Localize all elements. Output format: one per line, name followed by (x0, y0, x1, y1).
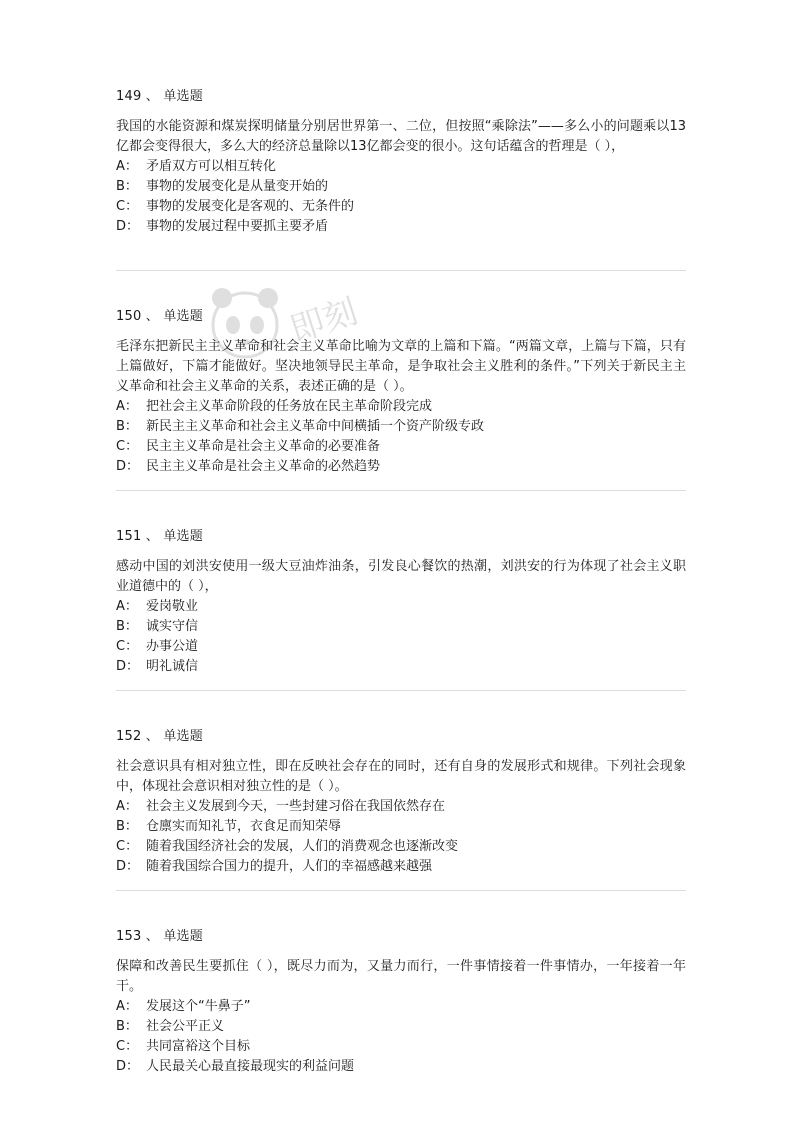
question-separator: 、 (145, 529, 159, 544)
option-a[interactable] (116, 157, 686, 177)
question-stem: 社会意识具有相对独立性，即在反映社会存在的同时，还有自身的发展形式和规律。下列社会现象中，体现社会意识相对独立性的是（ ）。 (116, 759, 686, 794)
question-header (116, 87, 686, 107)
option-letter: D： (116, 459, 140, 474)
question-stem: 保障和改善民生要抓住（ ），既尽力而为，又量力而行，一件事情接着一件事情办，一年接着一年干。 (116, 959, 686, 994)
question-stem: 毛泽东把新民主主义革命和社会主义革命比喻为文章的上篇和下篇。“两篇文章，上篇与下篇，只有上篇做好，下篇才能做好。坚决地领导民主革命，是争取社会主义胜利的条件。”下列关于新民主主义革命和社会主义革命的关系，表述正确的是（ ）。 (116, 339, 686, 394)
option-letter: C： (116, 1039, 139, 1054)
option-text: 随着我国综合国力的提升，人们的幸福感越来越强 (146, 859, 433, 874)
option-b[interactable] (116, 817, 686, 837)
question-separator: 、 (145, 309, 159, 324)
svg-text:即刻: 即刻 (285, 291, 363, 351)
option-d[interactable] (116, 457, 686, 477)
question-number: 152 (116, 729, 142, 744)
option-letter: A： (116, 159, 138, 174)
option-text: 事物的发展变化是客观的、无条件的 (146, 199, 355, 214)
question-type: 单选题 (163, 309, 203, 324)
option-letter: B： (116, 1019, 138, 1034)
option-d[interactable] (116, 857, 686, 877)
option-c[interactable] (116, 197, 686, 217)
option-letter: A： (116, 799, 138, 814)
question-block (116, 927, 686, 1077)
option-letter: D： (116, 859, 140, 874)
option-text: 随着我国经济社会的发展，人们的消费观念也逐渐改变 (146, 839, 459, 854)
question-separator: 、 (145, 89, 159, 104)
option-text: 事物的发展变化是从量变开始的 (146, 179, 329, 194)
option-letter: C： (116, 439, 139, 454)
option-letter: A： (116, 599, 138, 614)
question-separator: 、 (145, 729, 159, 744)
question-type: 单选题 (163, 529, 203, 544)
option-text: 矛盾双方可以相互转化 (146, 159, 277, 174)
option-text: 民主主义革命是社会主义革命的必要准备 (146, 439, 381, 454)
option-text: 共同富裕这个目标 (146, 1039, 251, 1054)
question-header (116, 527, 686, 547)
option-text: 发展这个“牛鼻子” (146, 999, 251, 1014)
question-header (116, 927, 686, 947)
option-b[interactable] (116, 417, 686, 437)
option-text: 仓廪实而知礼节，衣食足而知荣辱 (146, 819, 342, 834)
question-type: 单选题 (163, 929, 203, 944)
option-letter: A： (116, 999, 138, 1014)
option-text: 新民主主义革命和社会主义革命中间横插一个资产阶级专政 (146, 419, 485, 434)
option-text: 事物的发展过程中要抓主要矛盾 (146, 219, 329, 234)
option-text: 社会主义发展到今天，一些封建习俗在我国依然存在 (146, 799, 446, 814)
option-list (116, 397, 686, 477)
question-block (116, 527, 686, 677)
option-list (116, 157, 686, 237)
option-text: 人民最关心最直接最现实的利益问题 (146, 1059, 355, 1074)
option-a[interactable] (116, 397, 686, 417)
option-list (116, 997, 686, 1077)
option-letter: D： (116, 659, 140, 674)
option-c[interactable] (116, 637, 686, 657)
option-d[interactable] (116, 217, 686, 237)
option-letter: B： (116, 619, 138, 634)
question-stem: 感动中国的刘洪安使用一级大豆油炸油条，引发良心餐饮的热潮，刘洪安的行为体现了社会主义职业道德中的（ ）， (116, 559, 686, 594)
option-text: 把社会主义革命阶段的任务放在民主革命阶段完成 (146, 399, 433, 414)
option-list (116, 597, 686, 677)
option-list (116, 797, 686, 877)
question-block (116, 87, 686, 237)
option-letter: D： (116, 1059, 140, 1074)
option-a[interactable] (116, 997, 686, 1017)
option-letter: B： (116, 419, 138, 434)
option-b[interactable] (116, 617, 686, 637)
option-letter: B： (116, 819, 138, 834)
question-header (116, 307, 686, 327)
question-type: 单选题 (163, 89, 203, 104)
option-b[interactable] (116, 1017, 686, 1037)
question-separator: 、 (145, 929, 159, 944)
question-divider (116, 490, 686, 491)
option-b[interactable] (116, 177, 686, 197)
question-divider (116, 270, 686, 271)
option-c[interactable] (116, 437, 686, 457)
question-block (116, 307, 686, 477)
option-text: 社会公平正义 (146, 1019, 225, 1034)
option-c[interactable] (116, 1037, 686, 1057)
option-d[interactable] (116, 657, 686, 677)
question-number: 153 (116, 929, 142, 944)
option-a[interactable] (116, 597, 686, 617)
option-text: 诚实守信 (146, 619, 199, 634)
question-header (116, 727, 686, 747)
question-type: 单选题 (163, 729, 203, 744)
option-text: 民主主义革命是社会主义革命的必然趋势 (146, 459, 381, 474)
option-text: 明礼诚信 (146, 659, 199, 674)
question-divider (116, 690, 686, 691)
question-divider (116, 890, 686, 891)
option-d[interactable] (116, 1057, 686, 1077)
question-number: 150 (116, 309, 142, 324)
question-number: 151 (116, 529, 142, 544)
option-letter: C： (116, 839, 139, 854)
option-letter: A： (116, 399, 138, 414)
option-a[interactable] (116, 797, 686, 817)
question-stem: 我国的水能资源和煤炭探明储量分别居世界第一、二位，但按照“乘除法”——多么小的问题乘以13亿都会变得很大，多么大的经济总量除以13亿都会变的很小。这句话蕴含的哲理是（ ）， (116, 119, 686, 154)
option-letter: B： (116, 179, 138, 194)
option-text: 办事公道 (146, 639, 199, 654)
option-letter: C： (116, 199, 139, 214)
question-number: 149 (116, 89, 142, 104)
option-letter: D： (116, 219, 140, 234)
option-letter: C： (116, 639, 139, 654)
option-text: 爱岗敬业 (146, 599, 199, 614)
option-c[interactable] (116, 837, 686, 857)
question-block (116, 727, 686, 877)
